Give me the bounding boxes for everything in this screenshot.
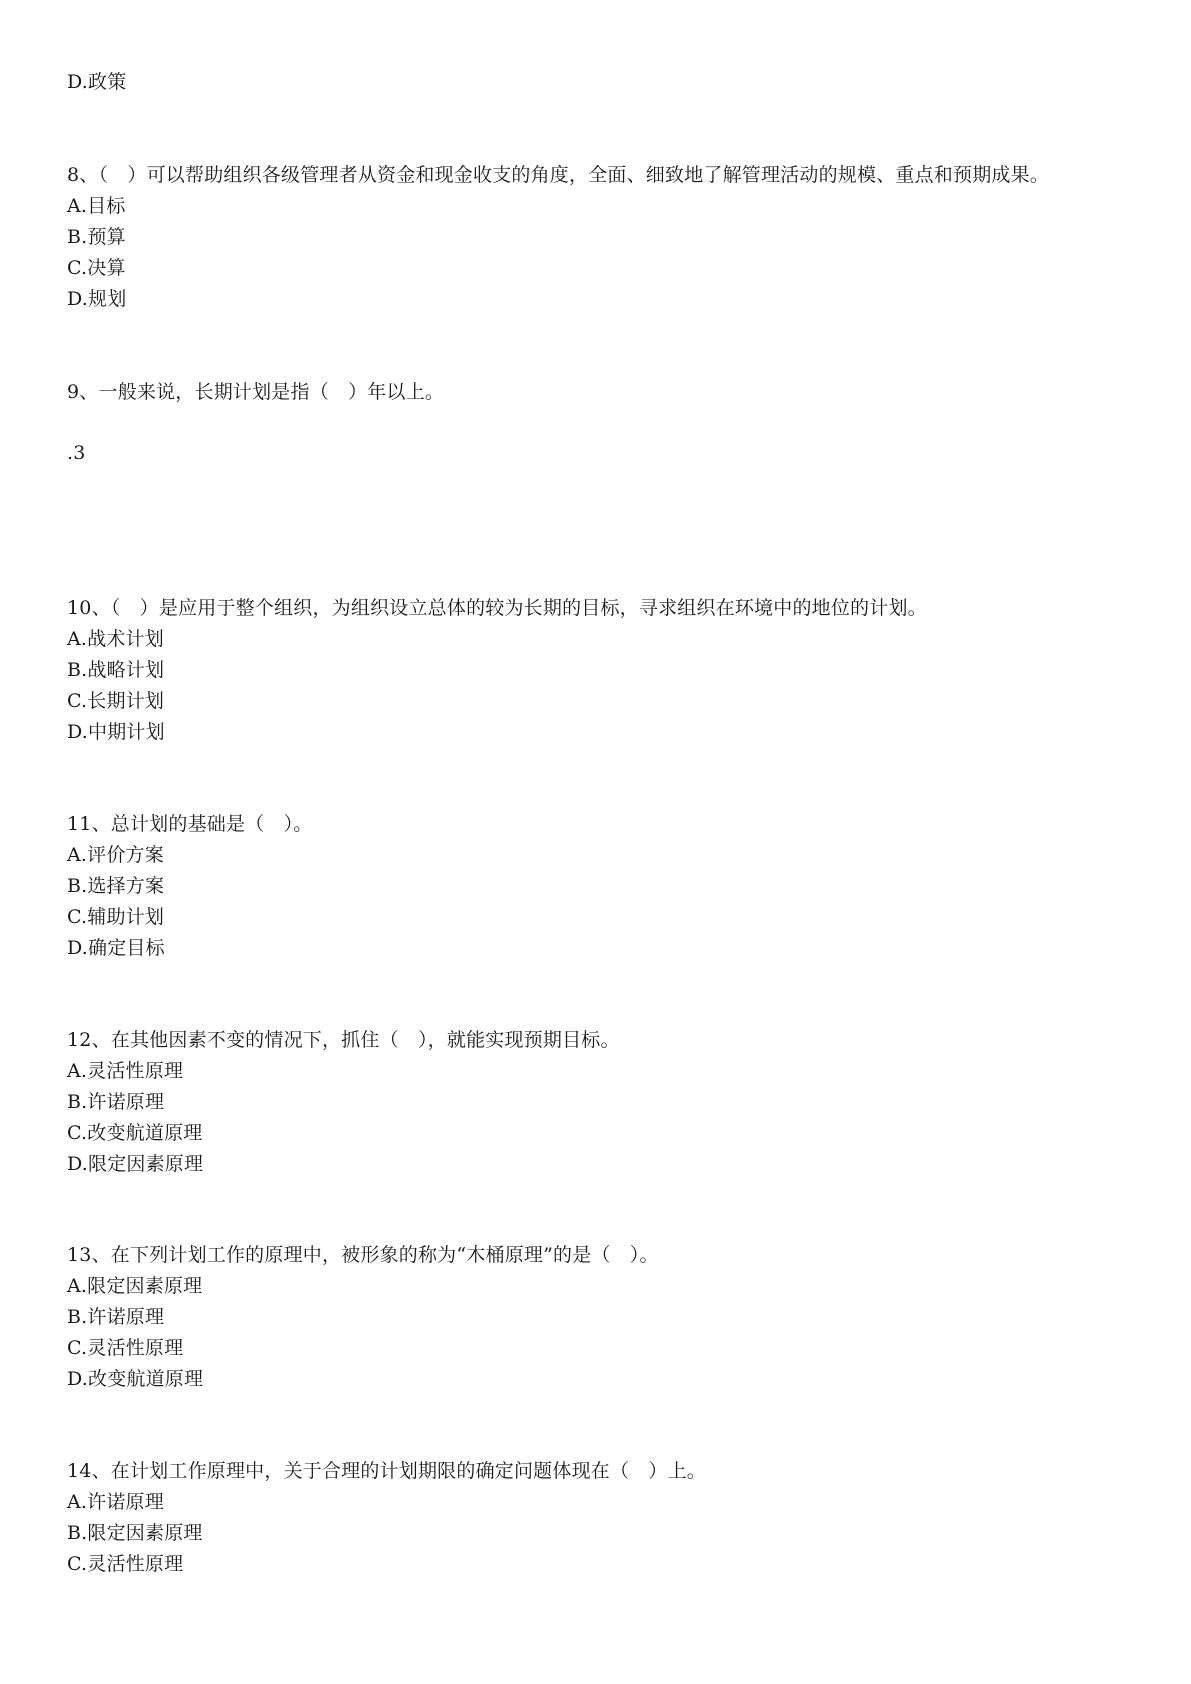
q12-option-a: A.灵活性原理 <box>67 1060 184 1082</box>
q11-option-d: D.确定目标 <box>67 937 165 959</box>
q11-question: 11、总计划的基础是（ ）。 <box>67 813 313 835</box>
q9-question: 9、一般来说，长期计划是指（ ）年以上。 <box>67 381 445 403</box>
q12-option-c: C.改变航道原理 <box>67 1122 203 1144</box>
q14-option-c: C.灵活性原理 <box>67 1553 184 1575</box>
q14-question: 14、在计划工作原理中，关于合理的计划期限的确定问题体现在（ ）上。 <box>67 1460 706 1482</box>
q8-question: 8、（ ）可以帮助组织各级管理者从资金和现金收支的角度，全面、细致地了解管理活动的规模、重点和预期成果。 <box>67 164 1049 186</box>
q12-option-b: B.许诺原理 <box>67 1091 165 1113</box>
q7-option-d: D.政策 <box>67 71 127 93</box>
q11-option-a: A.评价方案 <box>67 844 164 866</box>
q10-question: 10、（ ）是应用于整个组织，为组织设立总体的较为长期的目标，寻求组织在环境中的地位的计划。 <box>67 597 927 619</box>
q8-option-b: B.预算 <box>67 226 126 248</box>
q10-option-a: A.战术计划 <box>67 628 164 650</box>
q12-option-d: D.限定因素原理 <box>67 1153 204 1175</box>
q10-option-c: C.长期计划 <box>67 690 165 712</box>
q8-option-d: D.规划 <box>67 288 127 310</box>
q9-fragment: .3 <box>67 442 86 464</box>
q11-option-c: C.辅助计划 <box>67 906 165 928</box>
q11-option-b: B.选择方案 <box>67 875 165 897</box>
q13-option-b: B.许诺原理 <box>67 1306 165 1328</box>
q13-question: 13、在下列计划工作的原理中，被形象的称为“木桶原理”的是（ ）。 <box>67 1244 659 1266</box>
q13-option-c: C.灵活性原理 <box>67 1337 184 1359</box>
q10-option-d: D.中期计划 <box>67 721 165 743</box>
q13-option-a: A.限定因素原理 <box>67 1275 203 1297</box>
q8-option-c: C.决算 <box>67 257 126 279</box>
q10-option-b: B.战略计划 <box>67 659 165 681</box>
q8-option-a: A.目标 <box>67 195 126 217</box>
q13-option-d: D.改变航道原理 <box>67 1368 204 1390</box>
q14-option-b: B.限定因素原理 <box>67 1522 203 1544</box>
q12-question: 12、在其他因素不变的情况下，抓住（ ），就能实现预期目标。 <box>67 1029 620 1051</box>
q14-option-a: A.许诺原理 <box>67 1491 164 1513</box>
